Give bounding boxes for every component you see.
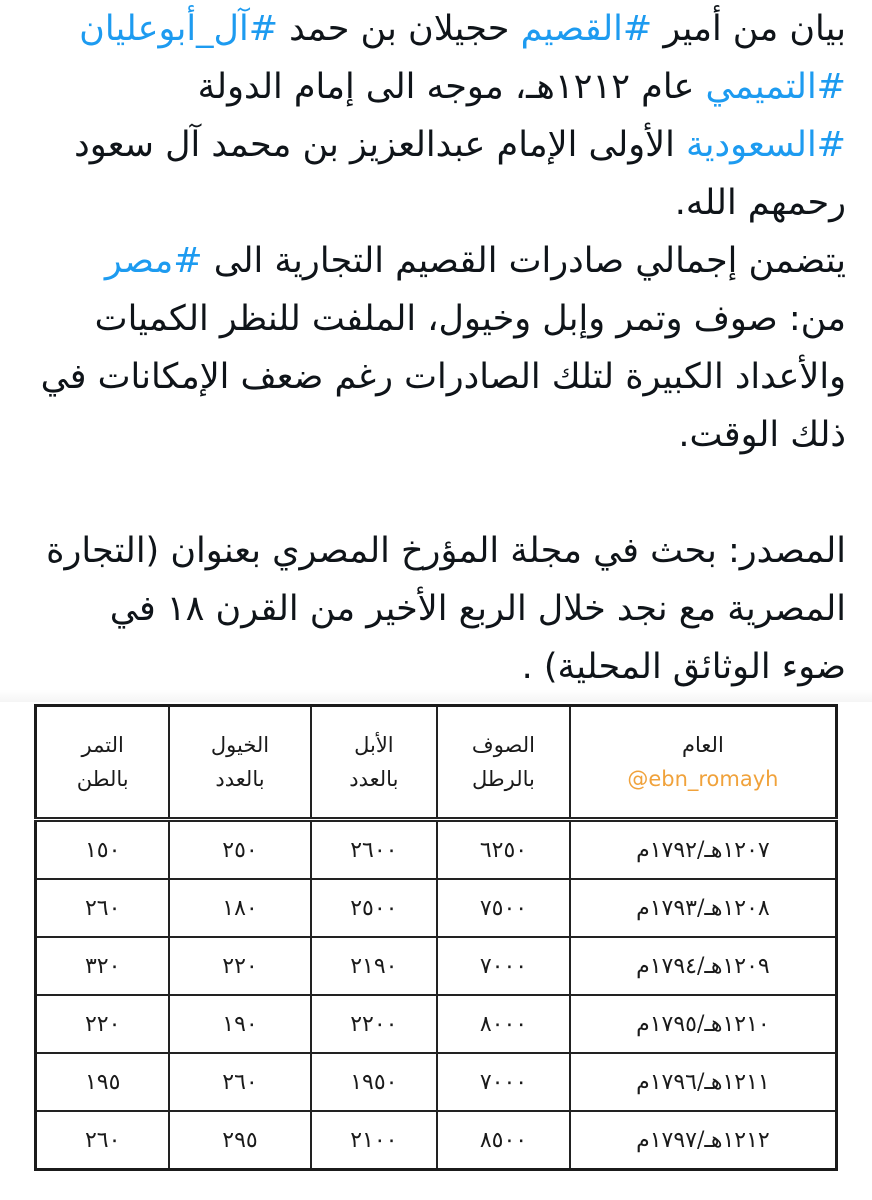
cell-year: ١٢١١هـ/١٧٩٦م [570, 1053, 837, 1111]
header-wool-unit: بالرطل [472, 767, 535, 791]
tweet-paragraph-1 [40, 0, 846, 232]
cell-camels: ٢١٠٠ [311, 1111, 437, 1170]
cell-camels: ١٩٥٠ [311, 1053, 437, 1111]
hashtag-al-abualian-link[interactable]: #آل_أبوعليان [79, 9, 279, 49]
attached-table-image[interactable] [0, 690, 872, 1200]
cell-camels: ٢٢٠٠ [311, 995, 437, 1053]
cell-wool: ٦٢٥٠ [437, 820, 570, 880]
text-run: عام ١٢١٢هـ، موجه الى إمام الدولة [197, 67, 706, 107]
cell-year: ١٢٠٧هـ/١٧٩٢م [570, 820, 837, 880]
table-row [36, 1053, 837, 1111]
cell-horses: ٢٦٠ [169, 1053, 310, 1111]
cell-camels: ٢٥٠٠ [311, 879, 437, 937]
cell-dates: ٣٢٠ [36, 937, 170, 995]
hashtag-egypt-link[interactable]: #مصر [104, 241, 203, 281]
text-run: الأولى الإمام عبدالعزيز بن محمد آل سعود رحمهم الله. [74, 125, 846, 223]
header-horses-unit: بالعدد [215, 767, 265, 791]
text-run: حجيلان بن حمد [278, 9, 521, 49]
cell-year: ١٢١٢هـ/١٧٩٧م [570, 1111, 837, 1170]
exports-table [34, 704, 838, 1171]
text-run: من: صوف وتمر وإبل وخيول، الملفت للنظر الكميات والأعداد الكبيرة لتلك الصادرات رغم ضعف الإمكانات في ذلك الوقت. [40, 299, 846, 455]
cell-dates: ٢٢٠ [36, 995, 170, 1053]
table-row [36, 937, 837, 995]
table-row [36, 995, 837, 1053]
table-row [36, 1111, 837, 1170]
cell-horses: ٢٥٠ [169, 820, 310, 880]
cell-horses: ٢٩٥ [169, 1111, 310, 1170]
header-year [570, 706, 837, 820]
hashtag-alqassim-link[interactable]: #القصيم [520, 9, 653, 49]
scan-edge [0, 690, 872, 702]
cell-wool: ٧٠٠٠ [437, 1053, 570, 1111]
header-dates-label: التمر [81, 733, 124, 757]
cell-camels: ٢١٩٠ [311, 937, 437, 995]
cell-horses: ١٨٠ [169, 879, 310, 937]
header-wool-label: الصوف [471, 733, 535, 757]
cell-wool: ٧٥٠٠ [437, 879, 570, 937]
hashtag-saudi-link[interactable]: #السعودية [686, 125, 846, 165]
cell-year: ١٢٠٩هـ/١٧٩٤م [570, 937, 837, 995]
cell-dates: ٢٦٠ [36, 879, 170, 937]
cell-wool: ٨٥٠٠ [437, 1111, 570, 1170]
cell-dates: ١٥٠ [36, 820, 170, 880]
hashtag-altamimi-link[interactable]: #التميمي [705, 67, 846, 107]
cell-dates: ١٩٥ [36, 1053, 170, 1111]
cell-camels: ٢٦٠٠ [311, 820, 437, 880]
header-horses-label: الخيول [210, 733, 270, 757]
cell-dates: ٢٦٠ [36, 1111, 170, 1170]
tweet-source-paragraph: المصدر: بحث في مجلة المؤرخ المصري بعنوان (التجارة المصرية مع نجد خلال الربع الأخير من القرن ١٨ في ضوء الوثائق المحلية) . [46, 531, 846, 687]
cell-horses: ٢٢٠ [169, 937, 310, 995]
header-dates-unit: بالطن [76, 767, 129, 791]
header-camels-unit: بالعدد [349, 767, 399, 791]
table-header-row [36, 706, 837, 820]
cell-year: ١٢٠٨هـ/١٧٩٣م [570, 879, 837, 937]
cell-wool: ٨٠٠٠ [437, 995, 570, 1053]
header-wool [437, 706, 570, 820]
cell-wool: ٧٠٠٠ [437, 937, 570, 995]
header-year-label: العام [682, 733, 724, 757]
header-horses [169, 706, 310, 820]
watermark-handle: @ebn_romayh [627, 767, 779, 791]
header-camels [311, 706, 437, 820]
text-run: بيان من أمير [652, 9, 846, 49]
table-row [36, 879, 837, 937]
tweet-paragraph-2 [40, 232, 846, 464]
header-camels-label: الأبل [354, 733, 394, 757]
header-dates [36, 706, 170, 820]
cell-horses: ١٩٠ [169, 995, 310, 1053]
text-run: يتضمن إجمالي صادرات القصيم التجارية الى [202, 241, 846, 281]
table-row [36, 820, 837, 880]
cell-year: ١٢١٠هـ/١٧٩٥م [570, 995, 837, 1053]
